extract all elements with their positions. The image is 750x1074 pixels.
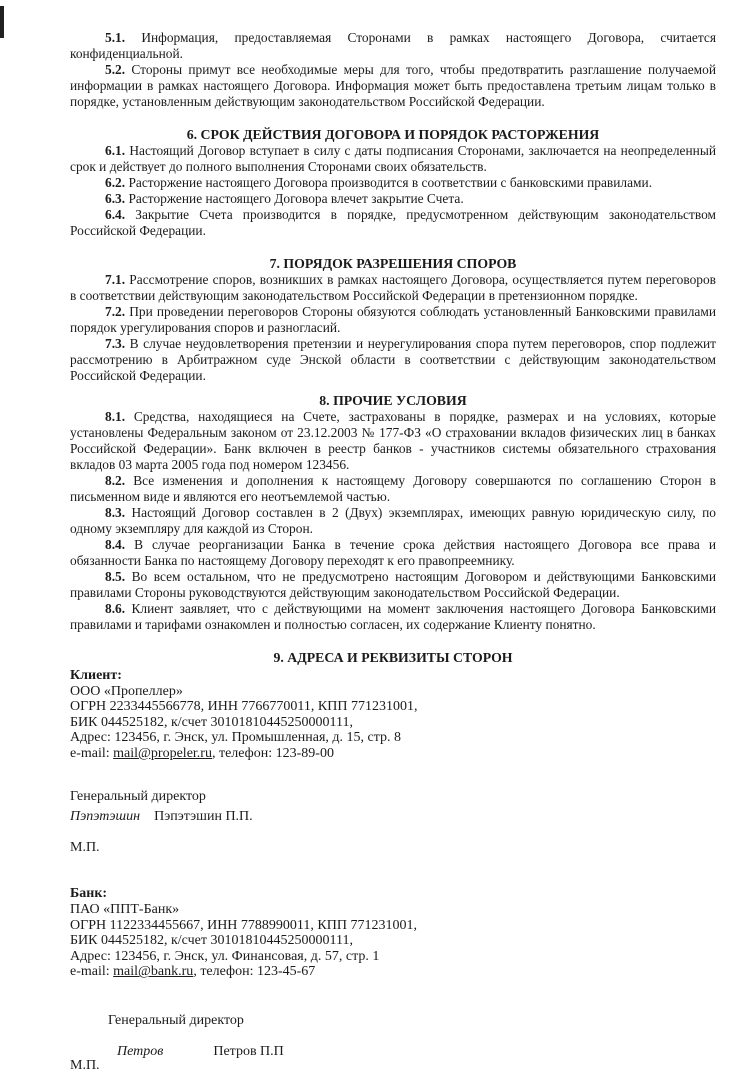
clause-number: 8.5. [105,569,126,584]
clause-7-3 [70,336,716,384]
client-email-line [70,746,716,762]
clause-number: 6.2. [105,175,126,190]
clause-number: 6.4. [105,207,126,222]
clause-8-2 [70,473,716,505]
document-content [70,30,716,1074]
clause-text: Рассмотрение споров, возникших в рамках настоящего Договора, осуществляется путем переговоров в соответствии действующим законодательством Российской Федерации в претензионном порядке. [70,272,717,303]
clause-6-2 [70,175,716,191]
bank-signature: Петров [117,1043,164,1059]
clause-number: 5.2. [105,62,126,77]
bank-phone: , телефон: 123-45-67 [193,964,316,980]
clause-number: 8.1. [105,409,126,424]
clause-text: Расторжение настоящего Договора влечет закрытие Счета. [128,191,464,206]
bank-email-line [70,964,716,980]
clause-text: Средства, находящиеся на Счете, застрахованы в порядке, размерах и на условиях, которые установлены Федеральным законом от 23.12.2003 № 177-ФЗ «О страховании вкладов физических лиц в банках Российской Федерации». Банк включен в реестр банков - участников системы обязательного страхования вкладов 03 марта 2005 года под номером 123456. [70,409,716,472]
client-signatory-name: Пэпэтэшин П.П. [154,809,253,825]
clause-6-1 [70,143,716,175]
clause-number: 8.2. [105,473,126,488]
clause-5-1 [70,30,716,62]
clause-text: Во всем остальном, что не предусмотрено настоящим Договором и действующими Банковскими правилами Стороны руководствуются действующим законодательством Российской Федерации. [70,569,716,600]
clause-6-4 [70,207,716,239]
email-label: e-mail: [70,745,114,761]
client-signature-row [70,809,716,825]
clause-number: 6.1. [105,143,126,158]
clause-number: 5.1. [105,30,126,45]
clause-number: 7.1. [105,272,126,287]
clause-number: 8.3. [105,505,126,520]
clause-text: В случае реорганизации Банка в течение срока действия настоящего Договора все права и обязанности Банка по настоящему Договору переходят к его правопреемнику. [70,537,716,568]
bank-signatory-name: Петров П.П [213,1043,284,1059]
client-phone: , телефон: 123-89-00 [211,745,334,761]
email-label: e-mail: [70,964,114,980]
clause-number: 7.3. [105,336,126,351]
bank-label: Банк: [70,886,108,902]
bank-signature-row [70,1044,716,1060]
clause-5-2 [70,62,716,110]
bank-ogrn-inn-kpp: ОГРН 1122334455667, ИНН 7788990011, КПП 771231001, [70,917,417,933]
clause-text: В случае неудовлетворения претензии и неурегулирования спора путем переговоров, спор подлежит рассмотрению в Арбитражном суде Энской области в соответствии с действующим законодательством Российской Федерации. [70,336,716,383]
clause-text: Информация, предоставляемая Сторонами в рамках настоящего Договора, считается конфиденциальной. [70,30,716,61]
bank-email-link[interactable]: mail@bank.ru [113,964,194,980]
clause-number: 8.6. [105,601,126,616]
clause-8-4 [70,537,716,569]
client-label: Клиент: [70,668,122,683]
clause-text: Настоящий Договор вступает в силу с даты подписания Сторонами, заключается на неопределенный срок и действует до полного выполнения Сторонами своих обязательств. [70,143,716,174]
clause-8-1 [70,409,716,473]
clause-6-3 [70,191,716,207]
bank-director-title: Генеральный директор [108,1012,244,1028]
bank-stamp-mark: М.П. [70,1058,100,1074]
clause-8-5 [70,569,716,601]
clause-7-1 [70,272,716,304]
clause-text: При проведении переговоров Стороны обязуются соблюдать установленный Банковскими правилами порядок урегулирования споров и разногласий. [70,304,716,335]
section-6-heading: 6. СРОК ДЕЙСТВИЯ ДОГОВОРА И ПОРЯДОК РАСТОРЖЕНИЯ [186,127,600,142]
section-7-heading: 7. ПОРЯДОК РАЗРЕШЕНИЯ СПОРОВ [269,256,517,271]
clause-text: Настоящий Договор составлен в 2 (Двух) экземплярах, имеющих равную юридическую силу, по одному экземпляру для каждой из Сторон. [70,505,716,536]
client-address: Адрес: 123456, г. Энск, ул. Промышленная, д. 15, стр. 8 [70,730,402,746]
clause-number: 7.2. [105,304,126,319]
client-email-link[interactable]: mail@propeler.ru [113,745,212,761]
clause-text: Все изменения и дополнения к настоящему Договору совершаются по соглашению Сторон в письменном виде и являются его неотъемлемой частью. [70,473,716,504]
clause-text: Закрытие Счета производится в порядке, предусмотренном действующим законодательством Российской Федерации. [70,207,716,238]
client-director-title: Генеральный директор [70,788,206,804]
section-8-heading: 8. ПРОЧИЕ УСЛОВИЯ [319,393,467,408]
client-requisites [70,668,716,855]
clause-text: Расторжение настоящего Договора производится в соответствии с банковскими правилами. [128,175,653,190]
clause-7-2 [70,304,716,336]
client-signature: Пэпэтэшин [70,809,141,825]
client-company-name: ООО «Пропеллер» [70,683,183,699]
scan-edge-artifact [0,6,4,38]
bank-requisites [70,886,716,1073]
clause-text: Стороны примут все необходимые меры для того, чтобы предотвратить разглашение получаемой информации в рамках настоящего Договора. Информация может быть предоставлена третьим лицам только в порядке, установленным действующим законодательством Российской Федерации. [70,62,716,109]
clause-8-3 [70,505,716,537]
section-9-heading: 9. АДРЕСА И РЕКВИЗИТЫ СТОРОН [273,650,513,665]
client-ogrn-inn-kpp: ОГРН 2233445566778, ИНН 7766770011, КПП 771231001, [70,699,418,715]
bank-bik-account: БИК 044525182, к/счет 30101810445250000111, [70,933,353,949]
bank-address: Адрес: 123456, г. Энск, ул. Финансовая, д. 57, стр. 1 [70,948,380,964]
clause-text: Клиент заявляет, что с действующими на момент заключения настоящего Договора Банковскими правилами и тарифами ознакомлен и полностью согласен, их содержание Клиенту понятно. [70,601,716,632]
clause-number: 8.4. [105,537,126,552]
client-bik-account: БИК 044525182, к/счет 30101810445250000111, [70,714,353,730]
clause-number: 6.3. [105,191,126,206]
bank-company-name: ПАО «ППТ-Банк» [70,901,180,917]
client-stamp-mark: М.П. [70,839,100,855]
clause-8-6 [70,601,716,633]
